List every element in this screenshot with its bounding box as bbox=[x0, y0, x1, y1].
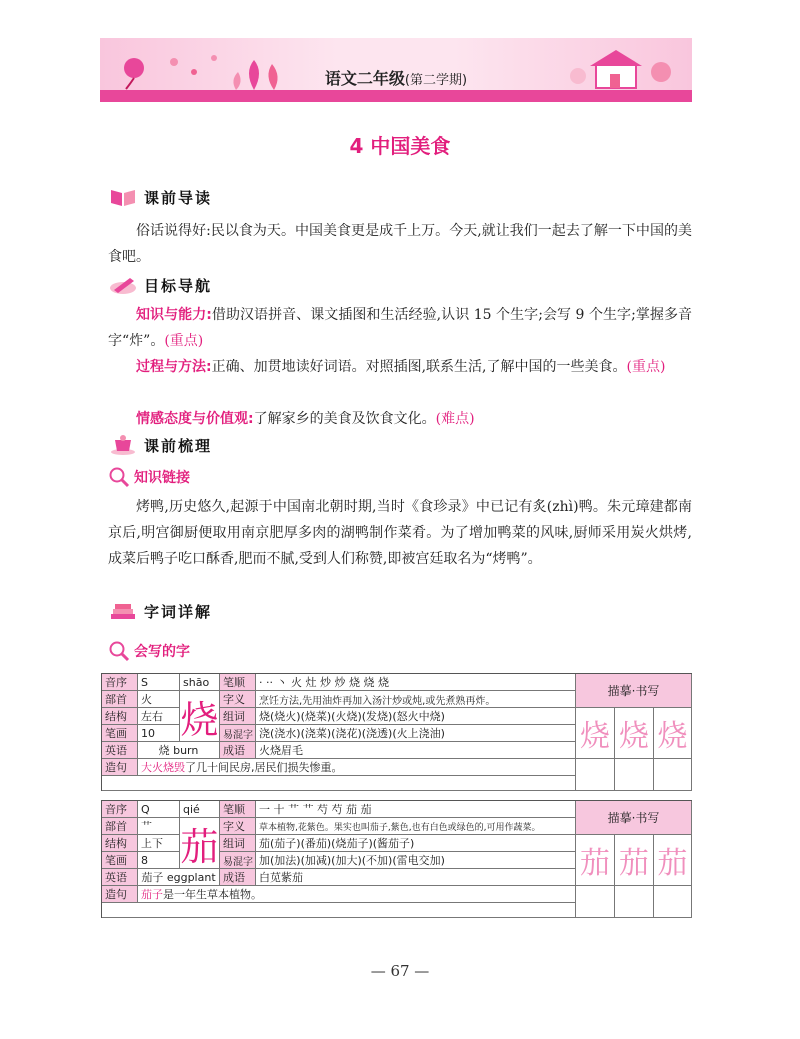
trace-box-2: 烧 bbox=[615, 708, 654, 759]
section-review-title: 课前梳理 bbox=[144, 436, 213, 455]
label-radical: 部首 bbox=[102, 818, 138, 835]
label-order: 音序 bbox=[102, 801, 138, 818]
sentence-highlight: 大火烧毁 bbox=[141, 761, 185, 774]
char-structure: 左右 bbox=[138, 708, 180, 725]
label-stroke-order: 笔顺 bbox=[220, 674, 256, 691]
char-order: Q bbox=[138, 801, 180, 818]
knowledge-link-text: 烤鸭,历史悠久,起源于中国南北朝时期,当时《食珍录》中已记有炙(zhì)鸭。朱元璋建都南京后,明宫御厨便取用南京肥厚多肉的湖鸭制作菜肴。为了增加鸭菜的风味,厨师采用炭火烘烤,成菜后鸭子吃口酥香,肥而不腻,受到人们称赞,即被宫廷取名为“烤鸭”。 bbox=[108, 499, 692, 567]
sentence-highlight: 茄子 bbox=[141, 888, 163, 901]
pencil-icon bbox=[108, 274, 138, 296]
char-idiom: 火烧眉毛 bbox=[256, 742, 576, 759]
book-title-main: 语文二年级 bbox=[324, 69, 405, 88]
goal-emotion-text: 了解家乡的美食及饮食文化。 bbox=[253, 411, 436, 427]
label-confusable: 易混字 bbox=[220, 725, 256, 742]
label-radical: 部首 bbox=[102, 691, 138, 708]
goal-process-label: 过程与方法: bbox=[136, 359, 212, 375]
char-pinyin: qié bbox=[180, 801, 220, 818]
label-english: 英语 bbox=[102, 869, 138, 886]
write-box bbox=[615, 886, 654, 918]
goal-knowledge-label: 知识与能力: bbox=[136, 307, 212, 323]
goal-knowledge-tag: (重点) bbox=[164, 333, 204, 349]
char-meaning: 草本植物,花紫色。果实也叫茄子,紫色,也有白色或绿色的,可用作蔬菜。 bbox=[256, 818, 576, 835]
book-title bbox=[100, 66, 692, 89]
char-order: S bbox=[138, 674, 180, 691]
write-box bbox=[615, 759, 654, 791]
label-strokes: 笔画 bbox=[102, 725, 138, 742]
char-structure: 上下 bbox=[138, 835, 180, 852]
write-chars-title: 会写的字 bbox=[134, 644, 190, 660]
char-strokes: 8 bbox=[138, 852, 180, 869]
write-chars-heading bbox=[108, 640, 190, 662]
trace-box-3: 茄 bbox=[654, 835, 692, 886]
section-goals-title: 目标导航 bbox=[144, 276, 213, 295]
trace-box-3: 烧 bbox=[654, 708, 692, 759]
char-radical: 艹 bbox=[138, 818, 180, 835]
label-meaning: 字义 bbox=[220, 691, 256, 708]
char-words: 茄(茄子)(番茄)(烧茄子)(酱茄子) bbox=[256, 835, 576, 852]
label-strokes: 笔画 bbox=[102, 852, 138, 869]
trace-box-1: 茄 bbox=[576, 835, 615, 886]
book-title-subtitle: (第二学期) bbox=[404, 73, 468, 88]
goal-knowledge bbox=[108, 302, 692, 354]
trace-heading: 描摹·书写 bbox=[576, 801, 692, 835]
write-box bbox=[654, 886, 692, 918]
label-english: 英语 bbox=[102, 742, 138, 759]
char-sentence bbox=[138, 759, 576, 776]
label-structure: 结构 bbox=[102, 835, 138, 852]
char-table-1 bbox=[101, 673, 692, 791]
char-strokes: 10 bbox=[138, 725, 180, 742]
book-icon bbox=[108, 186, 138, 208]
char-sentence bbox=[138, 886, 576, 903]
char-radical: 火 bbox=[138, 691, 180, 708]
char-confusable: 加(加法)(加减)(加大)(不加)(雷电交加) bbox=[256, 852, 576, 869]
write-box bbox=[576, 759, 615, 791]
label-idiom: 成语 bbox=[220, 869, 256, 886]
label-words: 组词 bbox=[220, 708, 256, 725]
section-review-heading bbox=[108, 432, 212, 458]
label-sentence: 造句 bbox=[102, 886, 138, 903]
cup-icon bbox=[108, 434, 138, 456]
knowledge-link-heading bbox=[108, 466, 190, 488]
label-sentence: 造句 bbox=[102, 759, 138, 776]
section-vocab-title: 字词详解 bbox=[144, 602, 213, 621]
char-idiom: 白苋紫茄 bbox=[256, 869, 576, 886]
char-english: 烧 burn bbox=[138, 742, 220, 759]
char-confusable: 浇(浇水)(浇菜)(浇花)(浇透)(火上浇油) bbox=[256, 725, 576, 742]
label-order: 音序 bbox=[102, 674, 138, 691]
label-stroke-order: 笔顺 bbox=[220, 801, 256, 818]
label-meaning: 字义 bbox=[220, 818, 256, 835]
goal-knowledge-text: 借助汉语拼音、课文插图和生活经验,认识 15 个生字;会写 9 个生字;掌握多音字“炸”。 bbox=[108, 307, 692, 349]
section-vocab-heading bbox=[108, 598, 212, 624]
label-words: 组词 bbox=[220, 835, 256, 852]
goal-process-tag: (重点) bbox=[626, 359, 666, 375]
goal-emotion-tag: (难点) bbox=[435, 411, 475, 427]
char-english: 茄子 eggplant bbox=[138, 869, 220, 886]
sentence-rest: 了几十间民房,居民们损失惨重。 bbox=[185, 761, 343, 774]
goal-process bbox=[108, 354, 692, 380]
label-idiom: 成语 bbox=[220, 742, 256, 759]
char-meaning: 烹饪方法,先用油炸再加入汤汁炒或炖,或先煮熟再炸。 bbox=[256, 691, 576, 708]
page-header-banner bbox=[100, 38, 692, 102]
goal-emotion-label: 情感态度与价值观: bbox=[136, 411, 254, 427]
trace-box-2: 茄 bbox=[615, 835, 654, 886]
big-character: 茄 bbox=[180, 818, 220, 869]
write-box bbox=[576, 886, 615, 918]
magnifier-icon bbox=[108, 466, 130, 488]
label-confusable: 易混字 bbox=[220, 852, 256, 869]
char-table-2 bbox=[101, 800, 692, 918]
goal-process-text: 正确、加贯地读好词语。对照插图,联系生活,了解中国的一些美食。 bbox=[211, 359, 627, 375]
books-stack-icon bbox=[108, 600, 138, 622]
trace-box-1: 烧 bbox=[576, 708, 615, 759]
char-stroke-order: · ·· 丶 火 灶 炒 炒 烧 烧 烧 bbox=[256, 674, 576, 691]
sentence-rest: 是一年生草本植物。 bbox=[163, 888, 262, 901]
trace-heading: 描摹·书写 bbox=[576, 674, 692, 708]
lesson-title: 4 中国美食 bbox=[349, 134, 451, 158]
big-character: 烧 bbox=[180, 691, 220, 742]
banner-stripe bbox=[100, 90, 692, 102]
char-stroke-order: 一 十 艹 艹 芍 芍 茄 茄 bbox=[256, 801, 576, 818]
section-goals-heading bbox=[108, 272, 212, 298]
char-words: 烧(烧火)(烧菜)(火烧)(发烧)(怒火中烧) bbox=[256, 708, 576, 725]
page-number: — 67 — bbox=[370, 962, 430, 980]
goal-emotion bbox=[108, 406, 692, 432]
knowledge-link-title: 知识链接 bbox=[134, 470, 190, 486]
char-pinyin: shāo bbox=[180, 674, 220, 691]
section-preview-title: 课前导读 bbox=[144, 188, 213, 207]
write-box bbox=[654, 759, 692, 791]
blank-row bbox=[102, 776, 576, 791]
preview-text: 俗话说得好:民以食为天。中国美食更是成千上万。今天,就让我们一起去了解一下中国的美食吧。 bbox=[108, 223, 692, 265]
label-structure: 结构 bbox=[102, 708, 138, 725]
blank-row bbox=[102, 903, 576, 918]
magnifier-icon bbox=[108, 640, 130, 662]
section-preview-heading bbox=[108, 184, 212, 210]
